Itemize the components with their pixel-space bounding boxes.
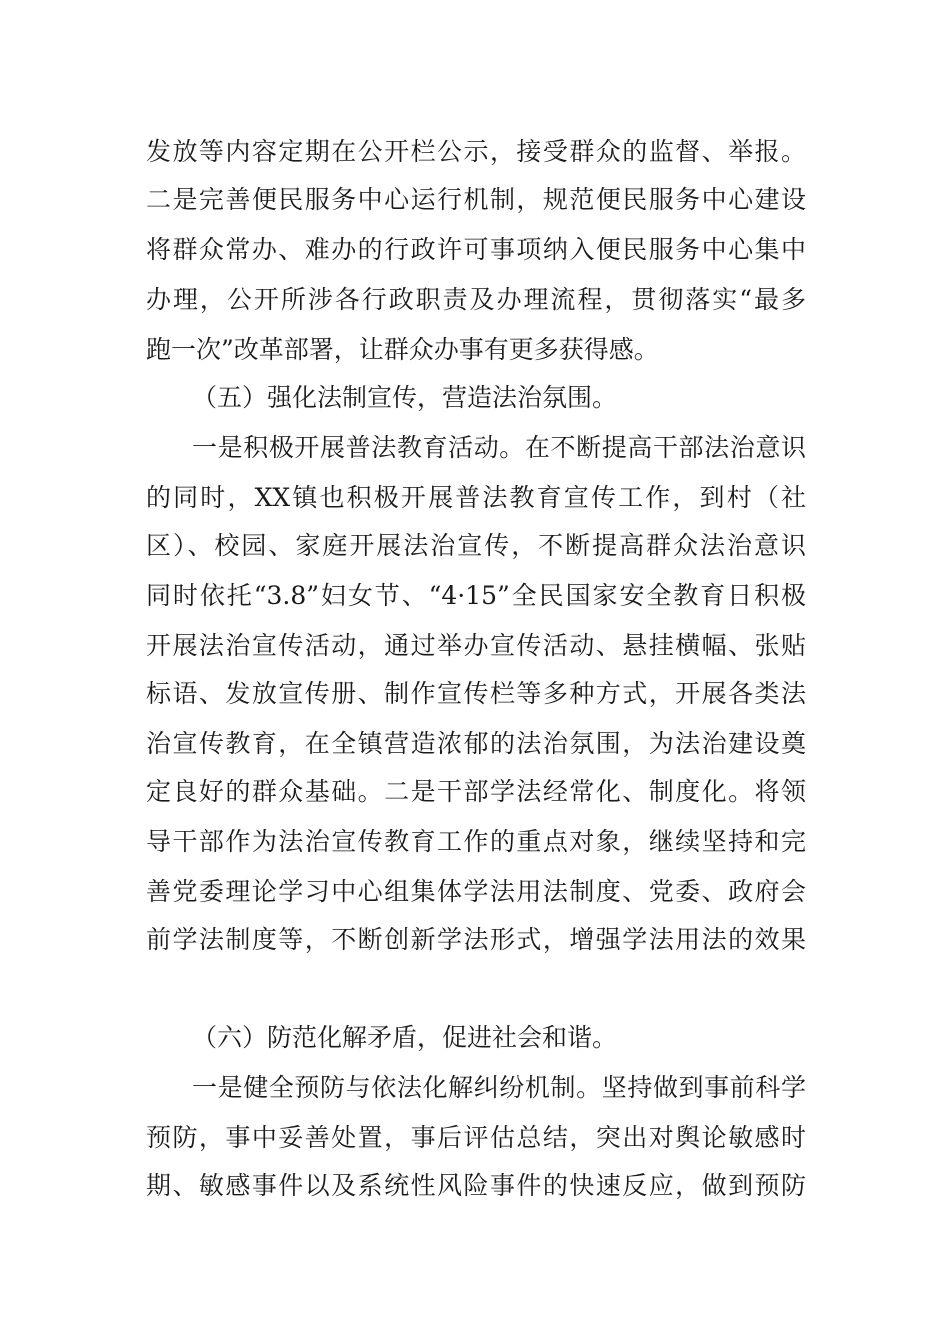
paragraph-first-line: 一是健全预防与依法化解纠纷机制。坚持做到事前科学 <box>192 1073 806 1102</box>
text-line: 同时依托“3.8”妇女节、“4·15”全民国家安全教育日积极 <box>146 581 806 610</box>
text-line: 区）、校园、家庭开展法治宣传，不断提高群众法治意识 <box>146 531 806 560</box>
text-line: 将群众常办、难办的行政许可事项纳入便民服务中心集中 <box>146 235 806 264</box>
text-line: 治宣传教育，在全镇营造浓郁的法治氛围，为法治建设奠 <box>146 729 806 758</box>
text-line: 开展法治宣传活动，通过举办宣传活动、悬挂横幅、张贴 <box>146 631 806 660</box>
section-heading: （五）强化法制宣传，营造法治氛围。 <box>192 383 618 412</box>
text-line: 发放等内容定期在公开栏公示，接受群众的监督、举报。 <box>146 137 806 166</box>
text-line: 的同时，XX镇也积极开展普法教育宣传工作，到村（社 <box>146 483 806 512</box>
text-line: 善党委理论学习中心组集体学法用法制度、党委、政府会 <box>146 877 806 906</box>
text-line: 导干部作为法治宣传教育工作的重点对象，继续坚持和完 <box>146 827 806 856</box>
section-heading: （六）防范化解矛盾，促进社会和谐。 <box>192 1023 618 1052</box>
text-line: 定良好的群众基础。二是干部学法经常化、制度化。将领 <box>146 777 806 806</box>
text-line: 标语、发放宣传册、制作宣传栏等多种方式，开展各类法 <box>146 679 806 708</box>
text-line: 跑一次”改革部署，让群众办事有更多获得感。 <box>146 335 659 364</box>
text-line: 期、敏感事件以及系统性风险事件的快速反应，做到预防 <box>146 1171 806 1200</box>
text-line: 前学法制度等，不断创新学法形式，增强学法用法的效果 <box>146 925 806 954</box>
text-line: 办理，公开所涉各行政职责及办理流程，贯彻落实“最多 <box>146 285 806 314</box>
text-line: 预防，事中妥善处置，事后评估总结，突出对舆论敏感时 <box>146 1123 806 1152</box>
paragraph-first-line: 一是积极开展普法教育活动。在不断提高干部法治意识 <box>192 433 806 462</box>
text-line: 二是完善便民服务中心运行机制，规范便民服务中心建设 <box>146 185 806 214</box>
